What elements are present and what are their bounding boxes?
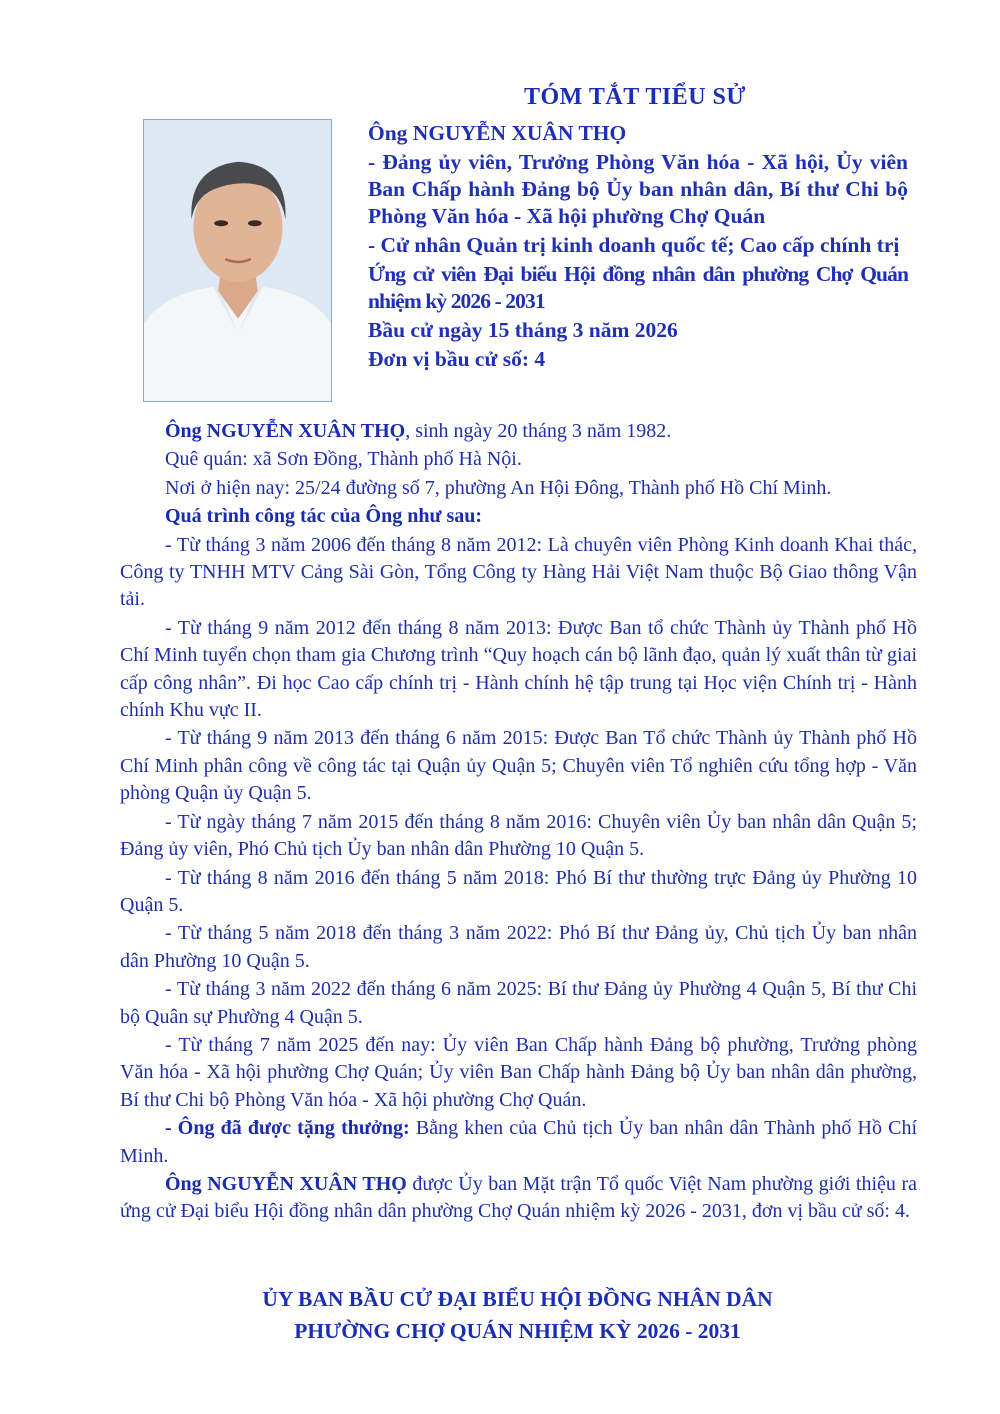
hometown-line: Quê quán: xã Sơn Đồng, Thành phố Hà Nội. (165, 448, 522, 471)
award-line (120, 1115, 917, 1170)
committee-line-2: PHƯỜNG CHỢ QUÁN NHIỆM KỲ 2026 - 2031 (294, 1319, 741, 1343)
career-entry: - Từ tháng 3 năm 2022 đến tháng 6 năm 2025: Bí thư Đảng ủy Phường 4 Quận 5, Bí thư Chi bộ Quân sự Phường 4 Quận 5. (120, 978, 917, 1028)
election-unit: Đơn vị bầu cử số: 4 (368, 347, 546, 371)
residence-line: Nơi ở hiện nay: 25/24 đường số 7, phường An Hội Đông, Thành phố Hồ Chí Minh. (165, 476, 832, 499)
career-entry: - Từ tháng 3 năm 2006 đến tháng 8 năm 2012: Là chuyên viên Phòng Kinh doanh Khai thác, Công ty TNHH MTV Cảng Sài Gòn, Tổng Công ty Hàng Hải Việt Nam thuộc Bộ Giao thông Vận tải. (120, 533, 917, 611)
career-entry: - Từ tháng 9 năm 2012 đến tháng 8 năm 2013: Được Ban tổ chức Thành ủy Thành phố Hồ Chí Minh tuyển chọn tham gia Chương trình “Quy hoạch cán bộ lãnh đạo, quản lý xuất thân từ giai cấp công nhân”. Đi học Cao cấp chính trị - Hành chính hệ tập trung tại Học viện Chính trị - Hành chính Khu vực II. (120, 616, 917, 722)
closing-text: được Ủy ban Mặt trận Tổ quốc Việt Nam phường giới thiệu ra ứng cử Đại biểu Hội đồng nhân dân phường Chợ Quán nhiệm kỳ 2026 - 2031, đơn vị bầu cử số: 4. (120, 1172, 917, 1223)
closing-name: Ông NGUYỄN XUÂN THỌ (165, 1172, 407, 1195)
candidacy-statement: Ứng cử viên Đại biểu Hội đồng nhân dân phường Chợ Quán nhiệm kỳ 2026 - 2031 (368, 262, 908, 313)
portrait-photo (143, 119, 332, 402)
candidate-name: Ông NGUYỄN XUÂN THỌ (368, 121, 627, 145)
career-heading: Quá trình công tác của Ông như sau: (165, 505, 483, 528)
bio-name: Ông NGUYỄN XUÂN THỌ (165, 420, 406, 442)
career-entry: - Từ tháng 7 năm 2025 đến nay: Ủy viên Ban Chấp hành Đảng bộ phường, Trưởng phòng Văn hóa - Xã hội phường Chợ Quán; Ủy viên Ban Chấp hành Đảng bộ Ủy ban nhân dân phường, Bí thư Chi bộ Phòng Văn hóa - Xã hội phường Chợ Quán. (120, 1033, 917, 1111)
career-entry: - Từ tháng 8 năm 2016 đến tháng 5 năm 2018: Phó Bí thư thường trực Đảng ủy Phường 10 Quận 5. (120, 866, 917, 916)
page-title: TÓM TẮT TIỂU SỬ (523, 84, 746, 110)
award-text: Bằng khen của Chủ tịch Ủy ban nhân dân Thành phố Hồ Chí Minh. (120, 1117, 917, 1167)
candidate-education: - Cử nhân Quản trị kinh doanh quốc tế; Cao cấp chính trị (368, 233, 900, 257)
career-entry: - Từ tháng 9 năm 2013 đến tháng 6 năm 2015: Được Ban Tổ chức Thành ủy Thành phố Hồ Chí Minh phân công về công tác tại Quận ủy Quận 5; Chuyên viên Tổ nghiên cứu tổng hợp - Văn phòng Quận ủy Quận 5. (120, 727, 917, 805)
biography-body (120, 418, 917, 1226)
portrait-image (144, 120, 331, 401)
candidate-summary (368, 120, 908, 375)
award-label: - Ông đã được tặng thưởng: (165, 1117, 410, 1140)
candidate-positions: - Đảng ủy viên, Trưởng Phòng Văn hóa - Xã hội, Ủy viên Ban Chấp hành Đảng bộ Ủy ban nhân dân, Bí thư Chi bộ Phòng Văn hóa - Xã hội phường Chợ Quán (368, 150, 908, 228)
election-date: Bầu cử ngày 15 tháng 3 năm 2026 (368, 318, 678, 342)
issuing-committee (0, 1283, 1000, 1347)
career-entry: - Từ ngày tháng 7 năm 2015 đến tháng 8 năm 2016: Chuyên viên Ủy ban nhân dân Quận 5; Đảng ủy viên, Phó Chủ tịch Ủy ban nhân dân Phường 10 Quận 5. (120, 810, 917, 861)
career-entry: - Từ tháng 5 năm 2018 đến tháng 3 năm 2022: Phó Bí thư Đảng ủy, Chủ tịch Ủy ban nhân dân Phường 10 Quận 5. (120, 922, 917, 972)
birth-text: , sinh ngày 20 tháng 3 năm 1982. (405, 420, 672, 442)
birth-line (120, 418, 917, 445)
committee-line-1: ỦY BAN BẦU CỬ ĐẠI BIỂU HỘI ĐỒNG NHÂN DÂN (262, 1287, 773, 1311)
closing-statement (120, 1171, 917, 1226)
